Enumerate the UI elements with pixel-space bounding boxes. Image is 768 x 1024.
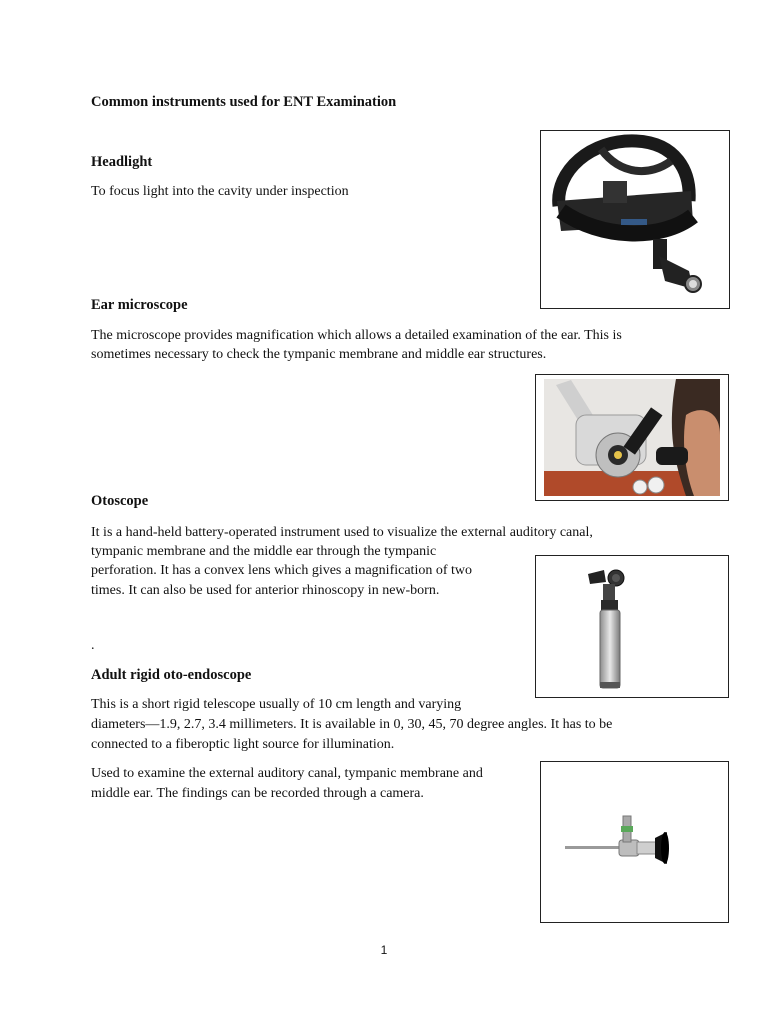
otoscope-icon [536,556,728,697]
section-heading-otoscope: Otoscope [91,493,149,509]
document-title: Common instruments used for ENT Examination [91,94,397,110]
headlight-icon [541,131,729,308]
ear-microscope-line-2: sometimes necessary to check the tympanic membrane and middle ear structures. [91,347,547,362]
otoscope-line-3: perforation. It has a convex lens which gives a magnification of two [91,563,472,578]
page-number: 1 [380,943,388,957]
oto-endoscope-image [540,761,729,923]
oto-endoscope-line-4: Used to examine the external auditory canal, tympanic membrane and [91,766,483,781]
section-heading-oto-endoscope: Adult rigid oto-endoscope [91,667,252,683]
otoscope-line-4: times. It can also be used for anterior rhinoscopy in new-born. [91,583,440,598]
oto-endoscope-line-1: This is a short rigid telescope usually of 10 cm length and varying [91,697,462,712]
headlight-text: To focus light into the cavity under inspection [91,184,349,199]
oto-endoscope-line-5: middle ear. The findings can be recorded through a camera. [91,786,424,801]
ear-microscope-photo [536,375,728,500]
section-heading-ear-microscope: Ear microscope [91,297,188,313]
section-heading-headlight: Headlight [91,154,153,170]
oto-endoscope-line-2: diameters—1.9, 2.7, 3.4 millimeters. It is available in 0, 30, 45, 70 degree angles. It has to be [91,717,613,732]
oto-endoscope-icon [541,762,728,922]
oto-endoscope-line-3: connected to a fiberoptic light source for illumination. [91,737,395,752]
otoscope-line-1: It is a hand-held battery-operated instrument used to visualize the external auditory canal, [91,525,593,540]
stray-period: . [91,638,95,653]
otoscope-line-2: tympanic membrane and the middle ear through the tympanic [91,544,437,559]
headlight-image [540,130,730,309]
otoscope-image [535,555,729,698]
ear-microscope-line-1: The microscope provides magnification which allows a detailed examination of the ear. This is [91,328,622,343]
ear-microscope-image [535,374,729,501]
